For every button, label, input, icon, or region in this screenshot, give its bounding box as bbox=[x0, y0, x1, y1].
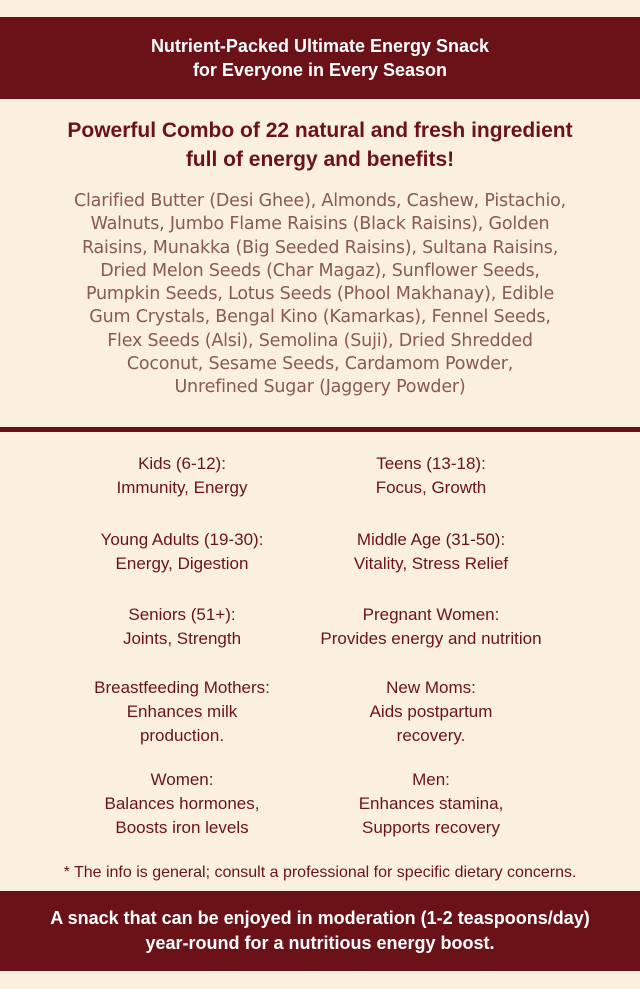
ingredients-line: Walnuts, Jumbo Flame Raisins (Black Raisins), Golden bbox=[90, 214, 550, 235]
group-benefit: Balances hormones, bbox=[104, 794, 260, 813]
ingredients-line: Dried Melon Seeds (Char Magaz), Sunflower Seeds, bbox=[100, 260, 540, 281]
group-middle-age bbox=[291, 528, 571, 604]
group-title: Young Adults (19-30): bbox=[100, 530, 264, 549]
group-benefit: Enhances stamina, bbox=[358, 794, 504, 813]
top-banner-line-2: for Everyone in Every Season bbox=[192, 60, 448, 80]
group-women bbox=[67, 768, 297, 844]
group-benefit: Boosts iron levels bbox=[115, 818, 249, 837]
group-benefit: Provides energy and nutrition bbox=[320, 629, 542, 648]
ingredients-line: Clarified Butter (Desi Ghee), Almonds, Cashew, Pistachio, bbox=[74, 191, 566, 211]
group-title: Men: bbox=[412, 770, 450, 789]
group-benefit: Supports recovery bbox=[362, 818, 500, 837]
group-title: Women: bbox=[150, 770, 214, 789]
group-new-moms bbox=[291, 676, 571, 752]
ingredients-line: Raisins, Munakka (Big Seeded Raisins), Sultana Raisins, bbox=[81, 237, 559, 258]
group-benefit: production. bbox=[139, 726, 225, 745]
ingredients-list bbox=[40, 190, 600, 400]
group-title: Pregnant Women: bbox=[362, 605, 500, 624]
headline-line-2: full of energy and benefits! bbox=[185, 148, 455, 171]
headline bbox=[20, 116, 620, 174]
group-benefit: Enhances milk bbox=[126, 702, 238, 721]
bottom-banner-line-1: A snack that can be enjoyed in moderation (1-2 teaspoons/day) bbox=[50, 908, 590, 928]
group-title: Breastfeeding Mothers: bbox=[94, 678, 270, 697]
group-benefit: Vitality, Stress Relief bbox=[353, 554, 509, 573]
group-pregnant-women bbox=[291, 603, 571, 679]
ingredients-line: Flex Seeds (Alsi), Semolina (Suji), Dried Shredded bbox=[107, 330, 533, 351]
ingredients-line: Pumpkin Seeds, Lotus Seeds (Phool Makhanay), Edible bbox=[85, 284, 555, 305]
ingredients-line: Unrefined Sugar (Jaggery Powder) bbox=[174, 377, 466, 398]
bottom-banner-line-2: year-round for a nutritious energy boost. bbox=[145, 933, 495, 953]
group-title: New Moms: bbox=[386, 678, 476, 697]
group-benefit: Aids postpartum bbox=[369, 702, 493, 721]
group-breastfeeding-mothers bbox=[67, 676, 297, 752]
group-men bbox=[291, 768, 571, 844]
group-benefit: Joints, Strength bbox=[122, 629, 242, 648]
group-young-adults bbox=[67, 528, 297, 604]
bottom-banner bbox=[0, 891, 640, 971]
group-seniors bbox=[67, 603, 297, 679]
group-benefit: recovery. bbox=[396, 726, 466, 745]
group-benefit: Focus, Growth bbox=[375, 478, 487, 497]
group-title: Teens (13-18): bbox=[376, 454, 486, 473]
group-title: Seniors (51+): bbox=[128, 605, 236, 624]
group-benefit: Immunity, Energy bbox=[116, 478, 248, 497]
group-kids bbox=[67, 452, 297, 528]
group-title: Middle Age (31-50): bbox=[356, 530, 506, 549]
disclaimer: * The info is general; consult a professional for specific dietary concerns. bbox=[63, 864, 577, 881]
group-title: Kids (6-12): bbox=[138, 454, 226, 473]
group-benefit: Energy, Digestion bbox=[115, 554, 249, 573]
section-divider bbox=[0, 427, 640, 432]
group-teens bbox=[291, 452, 571, 528]
headline-line-1: Powerful Combo of 22 natural and fresh ingredient bbox=[67, 119, 573, 142]
ingredients-line: Coconut, Sesame Seeds, Cardamom Powder, bbox=[126, 354, 514, 375]
top-banner-line-1: Nutrient-Packed Ultimate Energy Snack bbox=[150, 36, 490, 56]
ingredients-line: Gum Crystals, Bengal Kino (Kamarkas), Fennel Seeds, bbox=[89, 307, 551, 328]
top-banner bbox=[0, 17, 640, 99]
